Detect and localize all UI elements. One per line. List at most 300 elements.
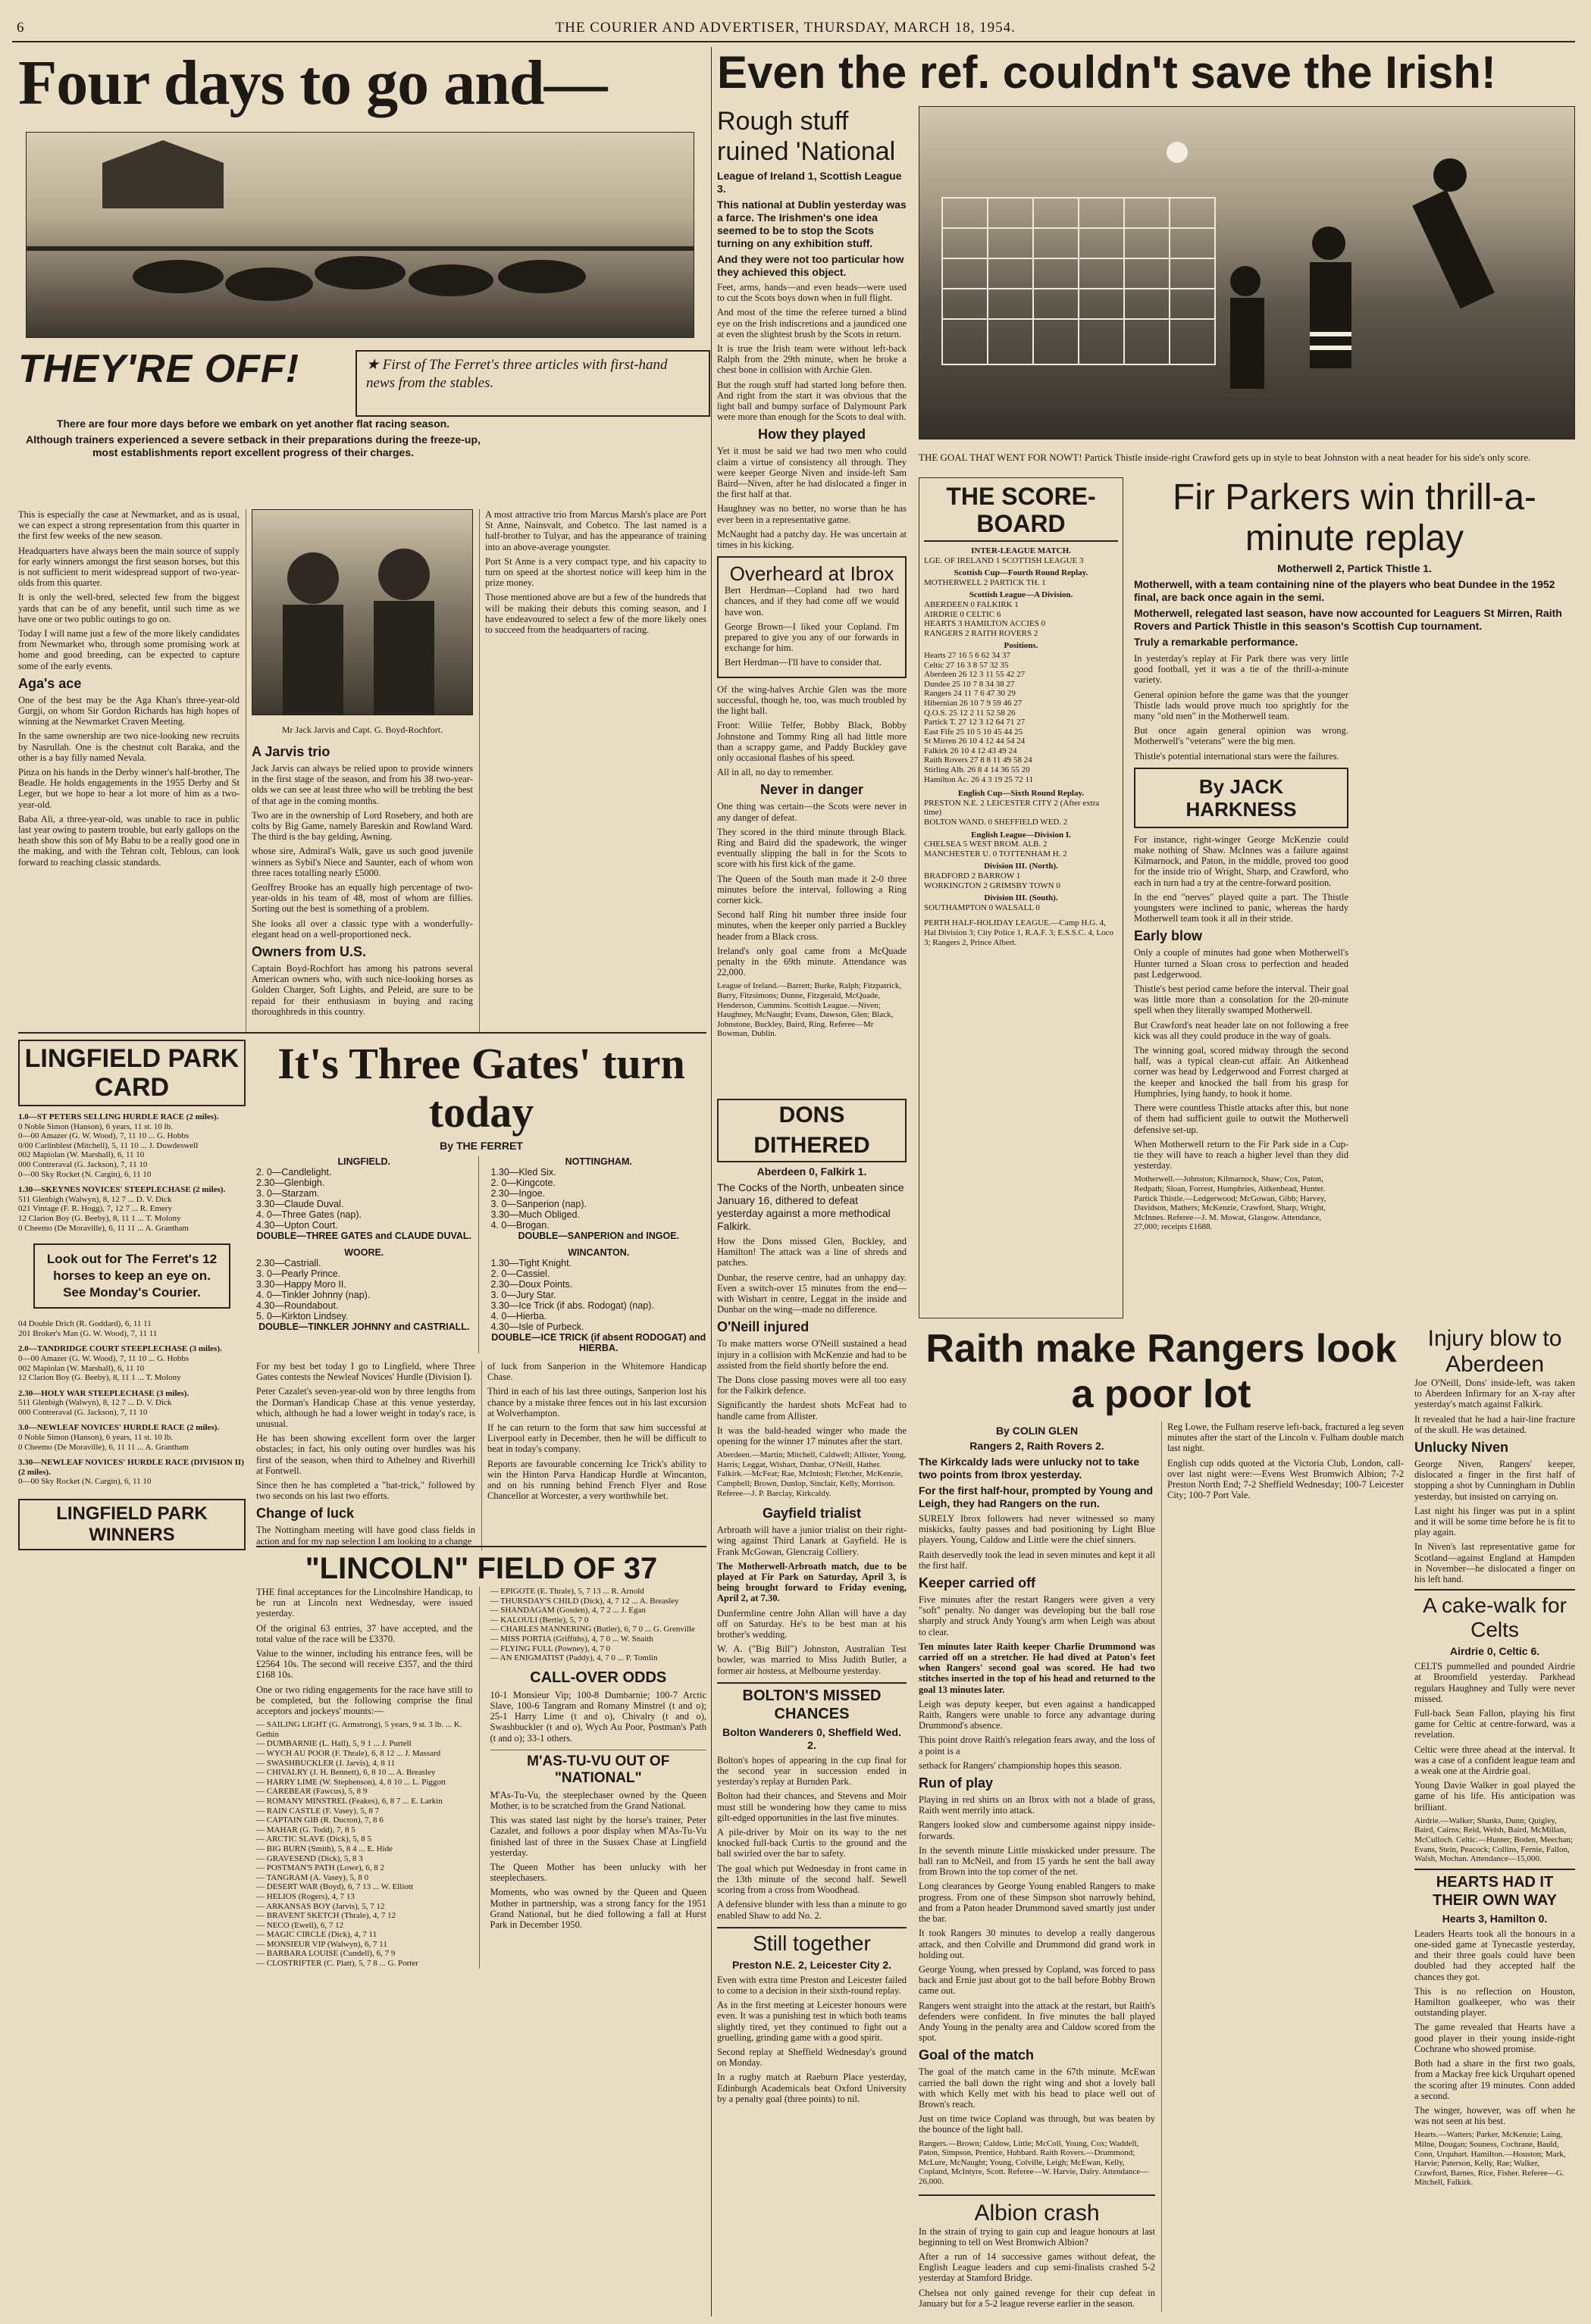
masthead-rule: [12, 41, 1575, 42]
hearts-para: This is no reflection on Houston, Hamilton goalkeeper, who was their outstanding player.: [1414, 1985, 1575, 2019]
bolton-para: A pile-driver by Moir on its way to the net knocked full-back Curtis to the ground and the ball swirled over the bar to safety.: [717, 1827, 907, 1860]
three-gates-body: [256, 1361, 706, 1550]
irish-score: League of Ireland 1, Scottish League 3.: [717, 170, 902, 195]
lincoln-runner: — SHANDAGAM (Gosden), 4, 7 2 ... J. Egan: [490, 1606, 646, 1616]
racing-para: One of the best may be the Aga Khan's three-year-old Gurgji, on whom Sir Gordon Richards has high hopes of winning at the Newmarket Craven Meeting.: [18, 694, 240, 727]
score-row: ABERDEEN 0 FALKIRK 1: [924, 599, 1019, 609]
fir-para: Only a couple of minutes had gone when Motherwell's Hunter turned a Sloan cross to perfection and headed past Ledgerwood.: [1134, 947, 1348, 980]
tip: 3. 0—Starzam.: [256, 1188, 320, 1199]
irish-para: Front: Willie Telfer, Bobby Black, Bobby Johnstone and Tommy Ring all had little more than a scrappy game, and Paddy Buckley gave only occasional flashes of his speed.: [717, 720, 907, 763]
three-gates-para: of luck from Sanperion in the Whitemore Handicap Chase.: [487, 1361, 706, 1383]
racing-para: Two are in the ownership of Lord Rosebery, and both are colts by Big Game, namely Bareskin and Rowland Ward. The third is the bay gelding, Awning.: [252, 809, 473, 843]
racing-subhead: Owners from U.S.: [252, 944, 367, 960]
lincoln-runner: — RAIN CASTLE (F. Vasey), 5, 8 7: [256, 1806, 380, 1816]
racing-para: Geoffrey Brooke has an equally high percentage of two-year-olds in his team of 48, most of whom are fillies. Sorting out the best is something of a problem.: [252, 882, 473, 915]
score-row: SOUTHAMPTON 0 WALSALL 0: [924, 902, 1040, 912]
goal-photo: [919, 106, 1575, 439]
raith-para: George Young, when pressed by Copland, was forced to pass back and Ernie just about got to the ball before Bobby Brown came out.: [919, 1963, 1155, 1997]
racing-para: whose sire, Admiral's Walk, gave us such good juvenile winners as Sybil's Niece and Saunter, each of whom won three races totalling nearly £5000.: [252, 846, 473, 878]
lincoln-para: Of the original 63 entries, 37 have accepted, and the total value of the race will be £3370.: [256, 1622, 473, 1644]
racing-para: Captain Boyd-Rochfort has among his patrons several American owners who, with such nice-looking horses as Golden Charger, Soft Lights, and Peleid, are sure to be repaid for their enthusiasm in buying and racing thoroughbreds in this country.: [252, 963, 473, 1017]
injury-subhead: Unlucky Niven: [1414, 1440, 1509, 1456]
call-over-odds: 10-1 Monsieur Vip; 100-8 Dumbarnie; 100-7 Arctic Slave, 100-6 Tangram and Romany Minstrel (t and o); 25-1 Harry Lime (t and o), Chivalry (t and o), Swashbuckler (t and o), Wych Au Poor, Postman's Path (t and o); 33-1 others.: [490, 1689, 706, 1744]
lincoln-article: [256, 1546, 706, 2316]
lincoln-runner: — GRAVESEND (Dick), 5, 8 3: [256, 1853, 363, 1863]
card-runner: 0—00 Sky Rocket (N. Cargin), 6, 11 10: [18, 1169, 152, 1179]
fir-teams: Motherwell.—Johnston; Kilmarnock, Shaw; Cox, Paton, Redpath; Sloan, Forrest, Humphries, Aitkenhead, Hunter. Partick Thistle.—Ledgerwood; McGowan, Gibb; Harvey, Davidson, Mathers; McKenzie, Crawford, Sharp, Wright, McInnes. Referee—J. M. Mowat, Glasgow. Attendance, 27,000; receipts £1688.: [1134, 1175, 1326, 1232]
trialist-para: Arbroath will have a junior trialist on their right-wing against Third Lanark at Gayfield. He is Frank McGowan, Glencraig Colliery.: [717, 1525, 907, 1557]
jarvis-photo: [252, 509, 473, 715]
three-gates-para: Peter Cazalet's seven-year-old won by three lengths from the Dorman's Handicap Chase at this venue yesterday, which, although he had a lower weight in today's race, is unusual.: [256, 1386, 475, 1430]
dons-para: Significantly the hardest shots McFeat had to handle came from Allister.: [717, 1400, 907, 1422]
lincoln-runner: — KALOULI (Bertie), 5, 7 0: [490, 1615, 589, 1625]
raith-para: SURELY Ibrox followers had never witnessed so many miskicks, faulty passes and bad positioning by Light Blue players. Young, Caldow and Little were the chief sinners.: [919, 1513, 1155, 1546]
fir-para: Thistle's potential international stars were the failures.: [1134, 750, 1339, 762]
paper-dateline: THE COURIER AND ADVERTISER, THURSDAY, MARCH 18, 1954.: [555, 20, 1016, 36]
raith-headline: Raith make Rangers look a poor lot: [925, 1327, 1397, 1416]
bolton-score: Bolton Wanderers 0, Sheffield Wed. 2.: [722, 1725, 901, 1751]
bolton-article: [717, 1682, 907, 1921]
league-row: Celtic 27 16 3 8 57 32 35: [924, 660, 1009, 670]
lincoln-runner: — HARRY LIME (W. Stephenson), 4, 8 10 ... L. Piggott: [256, 1777, 446, 1787]
racing-para: Baba Ali, a three-year-old, was unable to race in public last year owing to pastern trouble, but early gallops on the heath show this son of My Babu to be a really good one in the making, and with the Tehran colt, Teblous, can look forward to reaching classic standards.: [18, 813, 240, 868]
score-heading: English Cup—Sixth Round Replay.: [957, 789, 1085, 799]
fir-byline: By JACK HARKNESS: [1185, 774, 1297, 821]
racing-para: Today I will name just a few of the more likely candidates from Newmarket who, through some promising work at home and good breeding, can be expected to capture some of the early events.: [18, 628, 240, 671]
meeting-name: WOORE.: [344, 1247, 384, 1258]
score-row: MOTHERWELL 2 PARTICK TH. 1: [924, 577, 1046, 587]
card-runner: 021 Vintage (F. R. Hogg), 7, 12 7 ... R. Emery: [18, 1204, 172, 1214]
card-title: LINGFIELD PARK CARD: [18, 1040, 246, 1106]
card-runner: 0 Noble Simon (Hanson), 6 years, 11 st. 10 lb.: [18, 1121, 173, 1131]
dons-teams: Aberdeen.—Martin; Mitchell, Caldwell; Allister, Young, Harris; Leggat, Wishart, Dunbar, O'Neill, Hather. Falkirk.—McFeat; Rae, McIntosh; Fletcher, McKenzie, Campbell; Brown, Dunlop, Sinclair, Kelly, Morrison. Referee—J. P. Barclay, Kirkcaldy.: [717, 1450, 907, 1498]
tip: 3. 0—Jury Star.: [490, 1290, 556, 1300]
bolton-para: Bolton had their chances, and Stevens and Moir must still be wondering how they came to miss gilt-edged opportunities in the last five minutes.: [717, 1791, 907, 1823]
celts-headline: A cake-walk for Celts: [1423, 1594, 1567, 1642]
fir-headline: Fir Parkers win thrill-a-minute replay: [1172, 477, 1537, 558]
hearts-para: Both had a share in the first two goals, from a Mackay free kick Urquhart opened the scoring after 19 minutes. Conn added a second.: [1414, 2058, 1575, 2101]
fir-deck: Motherwell, with a team containing nine of the players who beat Dundee in the 1952 final, are back once again in the semi.: [1134, 578, 1555, 603]
dons-score: Aberdeen 0, Falkirk 1.: [756, 1165, 867, 1178]
tip: 4.30—Upton Court.: [256, 1220, 338, 1231]
card-runner: 12 Clarion Boy (G. Beeby), 8, 11 1 ... T. Molony: [18, 1373, 181, 1383]
raith-para: Five minutes after the restart Rangers were given a very "soft" penalty. No danger was developing but the ball rose sharply and struck Andy Young's arm when Leigh was about to clear.: [919, 1594, 1155, 1637]
mas-tu-vu-para: This was stated last night by the horse's trainer, Peter Cazalet, and follows a poor display when M'As-Tu-Vu finished last of three in the Sussex Chase at Lingfield yesterday.: [490, 1815, 706, 1858]
hearts-para: Leaders Hearts took all the honours in a one-sided game at Tynecastle yesterday, and their three goals could have been doubled had they accepted half the chances they got.: [1414, 1928, 1575, 1982]
racing-intro: [18, 414, 488, 462]
together-para: Second replay at Sheffield Wednesday's ground on Monday.: [717, 2046, 907, 2069]
look-out-box: [33, 1243, 230, 1309]
card-runner: 0—00 Amazer (G. W. Wood), 7, 11 10 ... G. Hobbs: [18, 1353, 189, 1363]
racing-para: A most attractive trio from Marcus Marsh's place are Port St Anne, Nainsvalt, and Cobetco. The last named is a half-brother to Tulyar, and has the appearance of training into an above-average youngster.: [485, 509, 706, 552]
raith-para: Rangers looked slow and cumbersome against nippy inside-forwards.: [919, 1819, 1155, 1841]
score-heading: Scottish League—A Division.: [969, 590, 1073, 600]
racing-banner: THEY'RE OFF!: [18, 347, 300, 391]
tip: 2. 0—Cassiel.: [490, 1268, 550, 1279]
fir-body: [1134, 653, 1575, 1305]
league-row: Rangers 24 11 7 6 47 30 29: [924, 689, 1016, 699]
masthead: [12, 17, 1574, 39]
together-score: Preston N.E. 2, Leicester City 2.: [731, 1958, 892, 1971]
irish-headline: Even the ref. couldn't save the Irish!: [717, 47, 1496, 98]
card-runner: 000 Contreraval (G. Jackson), 7, 11 10: [18, 1159, 148, 1169]
racing-illustration: [26, 132, 694, 338]
irish-para: But the rough stuff had started long before then. And right from the start it was obvious that the light ball and bumpy surface of Dalymount Park were more than enough for the Scots to deal with.: [717, 379, 907, 423]
horses-illustration-icon: [27, 133, 694, 337]
fir-para: General opinion before the game was that the younger Thistle lads would prove much too sprightly for the many "old men" in the Motherwell team.: [1134, 689, 1348, 722]
raith-score: Rangers 2, Raith Rovers 2.: [969, 1440, 1104, 1452]
lincoln-para: One or two riding engagements for the race have still to be completed, but the following comprise the final acceptors and jockeys' mounts:—: [256, 1684, 473, 1717]
fir-deck: Truly a remarkable performance.: [1134, 636, 1298, 648]
trialist-title: Gayfield trialist: [762, 1506, 862, 1522]
racing-body: [18, 509, 706, 1032]
raith-para: Raith deservedly took the lead in seven minutes and kept it all the first half.: [919, 1549, 1155, 1571]
meeting-name: LINGFIELD.: [337, 1156, 390, 1167]
call-over-title: CALL-OVER ODDS: [530, 1669, 667, 1686]
fir-score: Motherwell 2, Partick Thistle 1.: [1277, 562, 1432, 574]
lincoln-headline: "LINCOLN" FIELD OF 37: [256, 1546, 706, 1587]
dons-para: Dunbar, the reserve centre, had an unhappy day. Even a switch-over 15 minutes from the end—with Wishart in centre, Leggat in the inside and Dunbar on the wing—made no difference.: [717, 1271, 907, 1315]
racing-para: Jack Jarvis can always be relied upon to provide winners in the first stage of the season, and from his 38 two-year-olds we can see at least three who will be trebling the best of that age in the coming months.: [252, 763, 473, 806]
card-runner: 0 Cheemo (De Moraville), 6, 11 11 ... A. Grantham: [18, 1442, 189, 1452]
meeting-name: WINCANTON.: [568, 1247, 630, 1258]
injury-para: Joe O'Neill, Dons' inside-left, was taken to Aberdeen Infirmary for an X-ray after yesterday's match against Falkirk.: [1414, 1378, 1575, 1410]
tip: 1.30—Kled Six.: [490, 1167, 556, 1178]
meeting-name: NOTTINGHAM.: [565, 1156, 632, 1167]
tip-double: DOUBLE—THREE GATES and CLAUDE DUVAL.: [256, 1231, 472, 1241]
tip: 3.30—Claude Duval.: [256, 1199, 344, 1209]
racing-para: Headquarters have always been the main source of supply for early winners amongst the first season horses, but this is not sufficient to merit widespread support of two-year-olds from this quarter.: [18, 545, 240, 589]
league-row: Hamilton Ac. 26 4 3 19 25 72 11: [924, 774, 1034, 784]
irish-para: Haughney was no better, no worse than he has ever been in a representative game.: [717, 503, 907, 525]
lincoln-runner: — ROMANY MINSTREL (Feakes), 6, 8 7 ... E. Larkin: [256, 1796, 443, 1806]
score-row: AIRDRIE 0 CELTIC 6: [924, 609, 1001, 619]
lincoln-runner: — EPIGOTE (E. Thrale), 5, 7 13 ... R. Arnold: [490, 1587, 644, 1596]
irish-para: Second half Ring hit number three inside four minutes, when the keeper only parried a Buckley header from a Black cross.: [717, 909, 907, 942]
racing-para: It is only the well-bred, selected few from the biggest yards that can be of any benefit, until such time as we have one or two public outings to go on.: [18, 592, 240, 624]
raith-subhead: Keeper carried off: [919, 1575, 1036, 1591]
score-heading: Scottish Cup—Fourth Round Replay.: [954, 568, 1088, 578]
irish-para: The Queen of the South man made it 2-0 three minutes before the interval, following a Ring corner kick.: [717, 873, 907, 906]
lincoln-columns: [256, 1587, 706, 1969]
scoreboard-footer: PERTH HALF-HOLIDAY LEAGUE.—Camp H.G. 4, Hal Division 3; City Police 1, R.A.F. 3; E.S.S.C. 4, Loco 3; Rangers 2, Prince Albert.: [924, 918, 1113, 947]
dons-intro: The Cocks of the North, unbeaten since January 16, dithered to defeat yesterday against a more methodical Falkirk.: [717, 1181, 904, 1232]
card-race: 2.0—TANDRIDGE COURT STEEPLECHASE (3 miles).: [18, 1344, 222, 1354]
score-row: RANGERS 2 RAITH ROVERS 2: [924, 628, 1038, 638]
fir-para: But once again general opinion was wrong. Motherwell's "veterans" were the big men.: [1134, 725, 1348, 747]
tip: 3. 0—Sanperion (nap).: [490, 1199, 587, 1209]
trainers-portrait-icon: [252, 510, 465, 715]
racing-standfirst: There are four more days before we embark on yet another flat racing season.: [56, 418, 450, 430]
racing-para: In the same ownership are two nice-looking new recruits by Nasrullah. One is the chestnut colt Baraka, and the other is a bay filly named Nevala.: [18, 730, 240, 763]
lincoln-runner: — BARBARA LOUISE (Cundell), 6, 7 9: [256, 1949, 396, 1959]
raith-para: This point drove Raith's relegation fears away, and the loss of a point is a: [919, 1734, 1155, 1756]
lincoln-runner: — TANGRAM (A. Vasey), 5, 8 0: [256, 1872, 369, 1882]
racing-headline: Four days to go and—: [18, 48, 607, 118]
tip: 4. 0—Hierba.: [490, 1311, 547, 1322]
score-row: PRESTON N.E. 2 LEICESTER CITY 2 (After extra time): [924, 798, 1100, 818]
three-gates-para: If he can return to the form that saw him successful at Liverpool early in December, then he will be difficult to beat in today's company.: [487, 1422, 706, 1455]
dons-article: [717, 1099, 907, 2316]
fir-byline-box: [1134, 768, 1348, 828]
tip: 4. 0—Brogan.: [490, 1220, 550, 1231]
three-gates-para: Reports are favourable concerning Ice Trick's ability to win the Hinton Parva Handicap Hurdle at Wincanton, and on his running behind French Flyer and Rose Chancellor at Worcester, a very worthwhile bet.: [487, 1458, 706, 1502]
lincoln-para: THE final acceptances for the Lincolnshire Handicap, to be run at Lincoln next Wednesday, were issued yesterday.: [256, 1587, 473, 1619]
score-heading: Division III. (North).: [984, 862, 1058, 871]
celts-teams: Airdrie.—Walker; Shanks, Dunn; Quigley, Baird, Cairns; Reid, Welsh, Baird, McMillan, McCulloch. Celtic.—Hunter; Boden, Meechan; Evans, Stein, Peacock; Collins, Fernie, Fallon, Walsh, Mochan. Attendance—15,000.: [1414, 1816, 1573, 1864]
raith-para: Rangers went straight into the attack at the restart, but Raith's defenders were confident. In five minutes the ball played Andy Young in the penalty area and Caldow scored from the spot.: [919, 2000, 1155, 2044]
trialist-para: The Motherwell-Arbroath match, due to be played at Fir Park on Saturday, April 3, is being brought forward to Friday evening, April 2, at 7.30.: [717, 1560, 907, 1604]
racing-subhead: A Jarvis trio: [252, 744, 330, 759]
tip: 2.30—Glenbigh.: [256, 1178, 325, 1188]
score-row: WORKINGTON 2 GRIMSBY TOWN 0: [924, 880, 1060, 890]
lincoln-runner: — SWASHBUCKLER (J. Jarvis), 4, 8 11: [256, 1758, 396, 1768]
irish-para: Feet, arms, hands—and even heads—were used to cut the Scots boys down when in full flight.: [717, 282, 907, 304]
tip-double: DOUBLE—TINKLER JOHNNY and CASTRIALL.: [258, 1322, 470, 1332]
tip: 3.30—Much Obliged.: [490, 1209, 580, 1220]
together-para: In a rugby match at Raeburn Place yesterday, Edinburgh Academicals beat Oxford University by a penalty goal (three points) to nil.: [717, 2072, 907, 2104]
fir-deck: Motherwell, relegated last season, have now accounted for Leaguers St Mirren, Raith Rovers and Partick Thistle in this season's Scottish Cup tournament.: [1134, 607, 1562, 632]
irish-teams: League of Ireland.—Barrett; Burke, Ralph; Fitzpatrick, Barry, Fitzsimons; Dunne, Fitzgerald, McQuade, Henderson, Cummins. Scottish League.—Niven; Haughney, McNaught; Evans, Dawson, Glen; Black, Johnstone, Buckley, Baird, Ring. Referee—Mr Bowman, Dublin.: [717, 981, 902, 1039]
racing-section: [18, 47, 706, 1032]
dons-subhead: O'Neill injured: [717, 1319, 810, 1335]
league-row: Aberdeen 26 12 3 11 55 42 27: [924, 670, 1026, 680]
dons-headline: DONS DITHERED: [717, 1099, 907, 1162]
racing-subhead: Aga's ace: [18, 675, 82, 691]
card-runner: 201 Broker's Man (G. W. Wood), 7, 11 11: [18, 1328, 158, 1338]
score-row: BRADFORD 2 BARROW 1: [924, 871, 1021, 880]
raith-body: [919, 1422, 1404, 2312]
irish-para: And most of the time the referee turned a blind eye on the Irish indiscretions and a jaundiced one at even the slightest brush by the Scots in return.: [717, 307, 907, 339]
winners-title: LINGFIELD PARK WINNERS: [18, 1499, 246, 1550]
lincoln-runner: — CAREBEAR (Fawcus), 5, 8 9: [256, 1787, 368, 1797]
league-table-heading: Positions.: [1004, 641, 1038, 651]
score-row: CHELSEA 5 WEST BROM. ALB. 2: [924, 840, 1048, 849]
tip-double: DOUBLE—ICE TRICK (if absent RODOGAT) and HIERBA.: [491, 1332, 706, 1353]
injury-para: Last night his finger was put in a splint and it will be some time before he is fit to play again.: [1414, 1505, 1575, 1538]
three-gates-para: For my best bet today I go to Lingfield, where Three Gates contests the Newleaf Novices' Hurdle (Division I).: [256, 1361, 475, 1383]
lincoln-left: [256, 1587, 480, 1969]
league-row: Hearts 27 16 5 6 62 34 37: [924, 650, 1010, 660]
card-runner: 0/00 Carlinblest (Mitchell), 5, 11 10 ... J. Dowdeswell: [18, 1140, 199, 1150]
raith-para: Playing in red shirts on an Ibrox with not a blade of grass, Raith went merrily into attack.: [919, 1794, 1155, 1816]
right-narrow-column: [1414, 1326, 1575, 2316]
together-headline: Still together: [753, 1931, 871, 1955]
lincoln-right: [490, 1587, 707, 1969]
football-header-photo-icon: [919, 107, 1576, 440]
celts-score: Airdrie 0, Celtic 6.: [1449, 1645, 1540, 1658]
league-row: Hibernian 26 10 7 9 59 46 27: [924, 698, 1023, 708]
injury-headline: Injury blow to Aberdeen: [1427, 1326, 1562, 1377]
card-runner: 000 Contreraval (G. Jackson), 7, 11 10: [18, 1407, 148, 1417]
irish-para: Ireland's only goal came from a McQuade penalty in the 69th minute. Attendance was 22,000.: [717, 945, 907, 978]
lincoln-runner: — DUMBARNIE (L. Hall), 5, 9 1 ... J. Purtell: [256, 1739, 412, 1749]
score-heading: English League—Division I.: [971, 830, 1071, 840]
fir-para: There were countless Thistle attacks after this, but none of them had sufficient guile to outwit the Motherwell defensive set-up.: [1134, 1103, 1348, 1135]
card-runner: 511 Glenbigh (Walwyn), 8, 12 7 ... D. V. Dick: [18, 1398, 172, 1408]
albion-headline: Albion crash: [974, 2200, 1100, 2225]
raith-para: It took Rangers 30 minutes to develop a really dangerous attack, and then Colville and Drummond did grand work in holding out.: [919, 1928, 1155, 1960]
card-runner: 002 Mapiolan (W. Marshall), 6, 11 10: [18, 1363, 145, 1373]
fir-para: The winning goal, scored midway through the second half, was a typical clean-cut affair. An Aitkenhead corner was head by Ledgerwood and Forrest charged at the keeper and knocked the ball from his grasp for Humphries, lying handy, to hook it home.: [1134, 1045, 1348, 1099]
tip: 2. 0—Kingcote.: [490, 1178, 556, 1188]
injury-para: It revealed that he had a hair-line fracture of the skull. He was detained.: [1414, 1413, 1575, 1435]
lincoln-runner: — BRAVENT SKETCH (Thrale), 4, 7 12: [256, 1911, 396, 1921]
three-gates-para: Third in each of his last three outings, Sanperion lost his chance by a mistake three fences out in his last excursion at Wolverhampton.: [487, 1386, 706, 1418]
card-race: 3.0—NEWLEAF NOVICES' HURDLE RACE (2 miles).: [18, 1423, 220, 1433]
albion-para: Reg Lowe, the Fulham reserve left-back, fractured a leg seven minutes after the start of the Lincoln v. Fulham double match last night.: [1167, 1422, 1404, 1454]
hearts-headline: HEARTS HAD IT THEIR OWN WAY: [1433, 1873, 1557, 1909]
racing-deck: Although trainers experienced a severe setback in their preparations during the freeze-up, most establishments report excellent progress of their charges.: [26, 433, 481, 458]
card-runner: 0 Noble Simon (Hanson), 6 years, 11 st. 10 lb.: [18, 1433, 173, 1443]
tip: 4.30—Roundabout.: [256, 1300, 339, 1311]
lincoln-runner: — CAPTAIN GIB (R. Ducton), 7, 8 6: [256, 1816, 384, 1825]
score-heading: INTER-LEAGUE MATCH.: [971, 546, 1071, 555]
bolton-para: The goal which put Wednesday in front came in the 13th minute of the second half. Sewell scoring from a cross from Woodhead.: [717, 1863, 907, 1896]
hearts-article: [1414, 1869, 1575, 2188]
overheard-line: Bert Herdman—I'll have to consider that.: [725, 657, 882, 668]
lincoln-runner: — WYCH AU POOR (F. Thrale), 6, 8 12 ... J. Massard: [256, 1749, 441, 1759]
league-row: Raith Rovers 27 8 8 11 49 58 24: [924, 755, 1032, 765]
lincoln-runner: — ARKANSAS BOY (Jarvis), 5, 7 12: [256, 1901, 385, 1911]
raith-para: In the seventh minute Little misskicked under pressure. The ball ran to McNeil, and from 15 yards he sent the ball away from Brown into the top corner of the net.: [919, 1844, 1155, 1878]
league-row: St Mirren 26 10 4 12 44 54 24: [924, 737, 1026, 746]
irish-intro: And they were not too particular how they achieved this object.: [717, 253, 904, 278]
raith-byline: By COLIN GLEN: [995, 1425, 1079, 1437]
league-row: Stirling Alb. 26 8 4 14 36 55 20: [924, 765, 1030, 775]
lincoln-runner: — SAILING LIGHT (G. Armstrong), 5 years, 9 st. 3 lb. ... K. Gethin: [256, 1720, 462, 1739]
three-gates-para: Since then he has completed a "hat-trick," followed by two seconds on his last two efforts.: [256, 1480, 475, 1502]
lincoln-runner: — HELIOS (Rogers), 4, 7 13: [256, 1891, 355, 1901]
league-row: East Fife 25 10 5 10 45 44 25: [924, 727, 1023, 737]
raith-para: The goal of the match came in the 67th minute. McEwan carried the ball down the right wing and shot a lovely ball with which Kelly met with his head to place well out of Brown's reach.: [919, 2066, 1155, 2110]
tip: 2.30—Doux Points.: [490, 1279, 573, 1290]
league-row: Dundee 25 10 7 8 34 38 27: [924, 679, 1015, 689]
scoreboard: [919, 477, 1123, 1318]
tip: 3. 0—Pearly Prince.: [256, 1268, 341, 1279]
overheard-line: George Brown—I liked your Copland. I'm prepared to give you any of our forwards in exchange for him.: [725, 621, 899, 654]
lincoln-runner: — CLOSTRIFTER (C. Platt), 5, 7 8 ... G. Porter: [256, 1959, 418, 1969]
section-rule: [18, 1032, 706, 1034]
fir-para: In yesterday's replay at Fir Park there was very little good football, yet it was a tie of the thrill-a-minute variety.: [1134, 653, 1348, 686]
lincoln-runner: — CHIVALRY (J. H. Bennett), 6, 8 10 ... A. Breasley: [256, 1768, 436, 1778]
irish-intro: This national at Dublin yesterday was a farce. The Irishmen's one idea seemed to be to stop the Scots turning on any exhibition stuff.: [717, 199, 907, 249]
lincoln-runner: — MAGIC CIRCLE (Dick), 4, 7 11: [256, 1930, 377, 1940]
three-gates-byline: By THE FERRET: [440, 1140, 523, 1152]
raith-article: [919, 1326, 1404, 2316]
lingfield-card: [18, 1040, 246, 2316]
racing-para: Those mentioned above are but a few of the hundreds that will be making their debuts this coming season, and I have endeavoured to select a few of the more likely ones to succeed from the headquarters of racing.: [485, 592, 706, 636]
fir-parkers-article: [1134, 477, 1575, 1318]
tips-right: [491, 1156, 707, 1353]
overheard-box: [717, 556, 907, 677]
albion-para: After a run of 14 successive games without defeat, the English League leaders and cup semi-finalists crashed 5-2 yesterday at Stamford Bridge.: [919, 2250, 1155, 2284]
series-note: ★ First of The Ferret's three articles with first-hand news from the stables.: [366, 357, 668, 391]
card-runner: 12 Clarion Boy (G. Beeby), 8, 11 1 ... T. Molony: [18, 1213, 181, 1223]
mas-tu-vu-para: Moments, who was owned by the Queen and Queen Mother in partnership, was a strong fancy for the 1951 Grand National, but he died following a fall at Hurst Park in December 1950.: [490, 1887, 706, 1930]
card-race: 1.0—ST PETERS SELLING HURDLE RACE (2 miles).: [18, 1112, 219, 1121]
card-race: 2.30—HOLY WAR STEEPLECHASE (3 miles).: [18, 1388, 189, 1398]
albion-para: In the strain of trying to gain cup and league honours at last beginning to tell on West Bromwich Albion?: [919, 2225, 1155, 2247]
lincoln-runner: — MISS PORTIA (Griffiths), 4, 7 0 ... W. Snaith: [490, 1634, 653, 1644]
mas-tu-vu-title: M'AS-TU-VU OUT OF "NATIONAL": [490, 1750, 707, 1787]
raith-para: setback for Rangers' championship hopes this season.: [919, 1759, 1122, 1771]
card-runner: 0—00 Amazer (G. W. Wood), 7, 11 10 ... G. Hobbs: [18, 1131, 189, 1141]
fir-subhead: Early blow: [1134, 928, 1203, 944]
irish-subhead: Never in danger: [759, 782, 864, 798]
three-gates-subhead: Change of luck: [256, 1506, 355, 1522]
card-runner: 002 Mapiolan (W. Marshall), 6, 11 10: [18, 1150, 145, 1160]
albion-para: Chelsea not only gained revenge for their cup defeat in January but for a 5-2 league reverse earlier in the season.: [919, 2287, 1155, 2309]
bolton-para: Bolton's hopes of appearing in the cup final for the second year in succession ended in yesterday's replay at Burnden Park.: [717, 1754, 907, 1788]
lincoln-para: Value to the winner, including his entrance fees, will be £2564 10s. The second will receive £357, and the third £168 10s.: [256, 1648, 473, 1681]
injury-para: George Niven, Rangers' keeper, dislocated a finger in the first half of stopping a shot by Cunningham in Dublin yesterday, but insisted on carrying on.: [1414, 1459, 1575, 1502]
scoreboard-title: THE SCORE-BOARD: [924, 483, 1118, 542]
irish-headline-bar: [717, 45, 1577, 102]
tip: 4.30—Isle of Purbeck.: [490, 1322, 584, 1332]
dons-para: To make matters worse O'Neill sustained a head injury in a collision with McKenzie and had to be assisted from the field shortly before the end.: [717, 1338, 907, 1371]
lincoln-runner: — DESERT WAR (Boyd), 6, 7 13 ... W. Elliott: [256, 1882, 414, 1892]
three-gates-article: [256, 1039, 706, 1547]
fir-para: For instance, right-winger George McKenzie could make nothing of Shaw. McInnes was a failure against Kilmarnock, and Paton, in the middle, proved too good for the inside trio of Wright, Sharp, and Crawford, who each in turn had a try at the centre-forward position.: [1134, 834, 1348, 888]
jarvis-photo-caption: Mr Jack Jarvis and Capt. G. Boyd-Rochfort.: [281, 724, 443, 735]
lincoln-runner: — FLYING FULL (Powney), 4, 7 0: [490, 1644, 611, 1653]
hearts-para: The game revealed that Hearts have a good player in their young inside-right Cochrane who showed promise.: [1414, 2022, 1575, 2054]
lincoln-runner: — NECO (Ewell), 6, 7 12: [256, 1920, 344, 1930]
celts-para: Celtic were three ahead at the interval. It was a case of a confident league team and a weak one at the Airdrie goal.: [1414, 1744, 1575, 1777]
irish-article: [717, 106, 907, 1091]
lincoln-runner: — BIG BURN (Smith), 5, 8 4 ... E. Hide: [256, 1844, 393, 1853]
racing-para: Pinza on his hands in the Derby winner's half-brother, The Beadle. He holds engagements in the 1955 Derby and St Leger, but we hope to hear a lot more of him as a two-year-old.: [18, 767, 240, 810]
league-row: Q.O.S. 25 12 2 11 52 58 26: [924, 708, 1016, 718]
page-number: 6: [17, 20, 25, 36]
raith-teams: Rangers.—Brown; Caldow, Little; McColl, Young, Cox; Waddell, Paton, Simpson, Prentice, Hubbard. Raith Rovers.—Drummond; McLure, McNaught; Young, Colville, Leigh; McEwan, Kelly, Copland, McIntyre, Scott. Referee—W. Harvie, Dalry. Attendance—26,000.: [919, 2138, 1149, 2186]
goal-photo-caption-wrap: [919, 443, 1575, 473]
fir-para: When Motherwell return to the Fir Park side in a Cup-tie they will have to reach a higher level than they did yesterday.: [1134, 1138, 1348, 1171]
trialist-para: Dunfermline centre John Allan will have a day off on Saturday. He's to be best man at his brother's wedding.: [717, 1607, 907, 1641]
tip: 4. 0—Three Gates (nap).: [256, 1209, 362, 1220]
card-race: 3.30—NEWLEAF NOVICES' HURDLE RACE (DIVISION II) (2 miles).: [18, 1458, 244, 1477]
lincoln-runner: — MONSIEUR VIP (Walwyn), 6, 7 11: [256, 1939, 387, 1949]
fir-para: But Crawford's neat header late on not following a free kick was all they could produce in the way of goals.: [1134, 1019, 1348, 1041]
tip: 3.30—Ice Trick (if abs. Rodogat) (nap).: [490, 1300, 654, 1311]
raith-para: Long clearances by George Young enabled Rangers to make progress. From one of these Simpson shot narrowly behind, and from a Paton header Drummond saved smartly just under the bar.: [919, 1881, 1155, 1925]
irish-para: It is true the Irish team were without left-back Ralph from the 29th minute, when he broke a chest bone in collision with Archie Glen.: [717, 343, 907, 376]
celts-para: CELTS pummelled and pounded Airdrie at Broomfield yesterday. Parkhead regulars Haughney and Tully were never missed.: [1414, 1661, 1575, 1704]
still-together-article: [717, 1927, 907, 2104]
series-note-box: [355, 350, 710, 417]
lincoln-runner: — CHARLES MANNERING (Butler), 6, 7 0 ... G. Grenville: [490, 1625, 695, 1634]
bolton-para: A defensive blunder with less than a minute to go enabled Shaw to add No. 2.: [717, 1899, 907, 1921]
raith-subhead: Goal of the match: [919, 2047, 1035, 2063]
tip-double: DOUBLE—SANPERION and INGOE.: [518, 1231, 680, 1241]
celts-article: [1414, 1589, 1575, 1864]
lincoln-runner: — THURSDAY'S CHILD (Dick), 4, 7 12 ... A. Breasley: [490, 1596, 679, 1606]
score-row: HEARTS 3 HAMILTON ACCIES 0: [924, 619, 1046, 629]
albion-para: English cup odds quoted at the Victoria Club, London, call-over last night were:—Evens West Bromwich Albion; 7-2 Preston North End; 7-2 Sheffield Wednesday; 100-7 Leicester City; 100-7 Port Vale.: [1167, 1457, 1404, 1501]
racing-para: Port St Anne is a very compact type, and his capacity to turn on speed at the shortest notice will keep him in the prize money.: [485, 555, 706, 589]
card-race: 1.30—SKEYNES NOVICES' STEEPLECHASE (2 miles).: [18, 1185, 226, 1195]
tip: 2.30—Castriall.: [256, 1258, 321, 1268]
raith-para: Leigh was deputy keeper, but even against a handicapped Raith, Rangers were unable to force any advantage during Drummond's absence.: [919, 1698, 1155, 1731]
irish-para: Yet it must be said we had two men who could claim a virtue of consistency all through. They were keeper George Niven and inside-left Sam Baird—Niven, after he had dislocated a finger in the first half at that.: [717, 446, 907, 500]
celts-para: Young Davie Walker in goal played the game of his life. His anticipation was brilliant.: [1414, 1780, 1575, 1813]
card-runner: 0—00 Sky Rocket (N. Cargin), 6, 11 10: [18, 1477, 152, 1487]
goal-photo-caption: THE GOAL THAT WENT FOR NOWT! Partick Thistle inside-right Crawford gets up in style to beat Johnston with a neat header for his side's only score.: [919, 452, 1531, 463]
lincoln-runner: — MAHAR (G. Todd), 7, 8 5: [256, 1825, 355, 1834]
score-row: LGE. OF IRELAND 1 SCOTTISH LEAGUE 3: [924, 555, 1084, 565]
lincoln-runner: — POSTMAN'S PATH (Lowe), 6, 8 2: [256, 1863, 385, 1873]
